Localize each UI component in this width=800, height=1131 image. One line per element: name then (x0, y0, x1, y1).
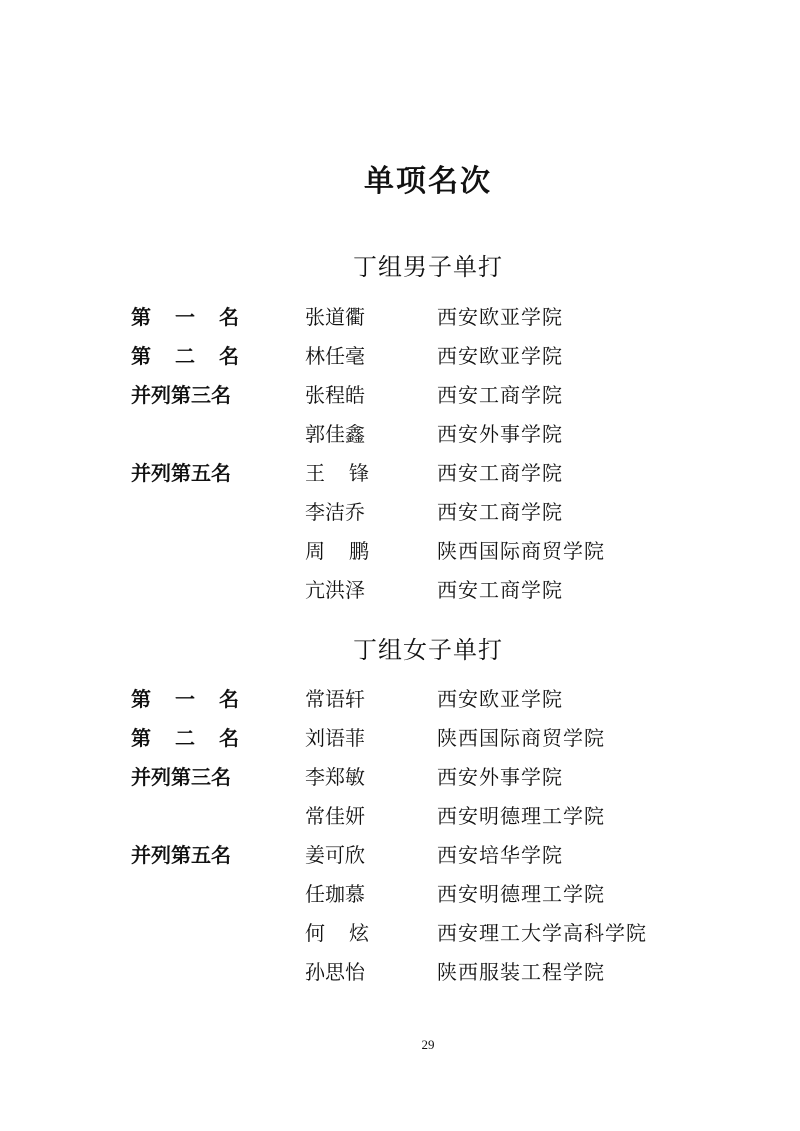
result-row (131, 415, 691, 454)
player-name: 李洁乔 (305, 500, 365, 524)
school-name: 西安培华学院 (437, 843, 563, 867)
school-name: 陕西国际商贸学院 (437, 539, 605, 563)
page-number: 29 (421, 1037, 435, 1052)
result-row (131, 376, 691, 415)
school-name: 西安外事学院 (437, 422, 563, 446)
player-name: 张程皓 (305, 383, 365, 407)
school-name: 西安欧亚学院 (437, 687, 563, 711)
result-row (131, 758, 691, 797)
school-name: 西安工商学院 (437, 500, 563, 524)
player-name: 刘语菲 (305, 726, 365, 750)
rank-label: 第 一 名 (131, 687, 239, 711)
player-name: 林任毫 (305, 344, 365, 368)
player-name: 王 锋 (305, 461, 369, 485)
result-row (131, 454, 691, 493)
section-heading-womens-singles: 丁组女子单打 (353, 636, 503, 664)
result-row (131, 719, 691, 758)
player-name: 亢洪泽 (305, 578, 365, 602)
player-name: 李郑敏 (305, 765, 365, 789)
school-name: 西安工商学院 (437, 383, 563, 407)
rank-label: 并列第三名 (131, 765, 231, 789)
player-name: 孙思怡 (305, 960, 365, 984)
result-row (131, 953, 691, 992)
rank-label: 并列第三名 (131, 383, 231, 407)
rank-label: 并列第五名 (131, 461, 231, 485)
school-name: 西安明德理工学院 (437, 882, 605, 906)
rank-label: 第 二 名 (131, 344, 239, 368)
school-name: 西安工商学院 (437, 461, 563, 485)
result-row (131, 680, 691, 719)
page-title: 单项名次 (364, 164, 492, 199)
rank-label: 第 二 名 (131, 726, 239, 750)
school-name: 西安外事学院 (437, 765, 563, 789)
school-name: 西安理工大学高科学院 (437, 921, 647, 945)
result-row (131, 298, 691, 337)
section-heading-mens-singles: 丁组男子单打 (353, 253, 503, 281)
player-name: 常佳妍 (305, 804, 365, 828)
school-name: 陕西国际商贸学院 (437, 726, 605, 750)
result-row (131, 875, 691, 914)
womens-singles-results (131, 680, 691, 992)
rank-label: 第 一 名 (131, 305, 239, 329)
player-name: 张道衢 (305, 305, 365, 329)
player-name: 郭佳鑫 (305, 422, 365, 446)
school-name: 西安明德理工学院 (437, 804, 605, 828)
result-row (131, 797, 691, 836)
school-name: 西安欧亚学院 (437, 344, 563, 368)
school-name: 西安工商学院 (437, 578, 563, 602)
result-row (131, 532, 691, 571)
result-row (131, 914, 691, 953)
result-row (131, 571, 691, 610)
player-name: 任珈慕 (305, 882, 365, 906)
school-name: 西安欧亚学院 (437, 305, 563, 329)
player-name: 何 炫 (305, 921, 369, 945)
result-row (131, 836, 691, 875)
result-row (131, 493, 691, 532)
mens-singles-results (131, 298, 691, 610)
player-name: 周 鹏 (305, 539, 369, 563)
school-name: 陕西服装工程学院 (437, 960, 605, 984)
result-row (131, 337, 691, 376)
player-name: 姜可欣 (305, 843, 365, 867)
player-name: 常语轩 (305, 687, 365, 711)
rank-label: 并列第五名 (131, 843, 231, 867)
